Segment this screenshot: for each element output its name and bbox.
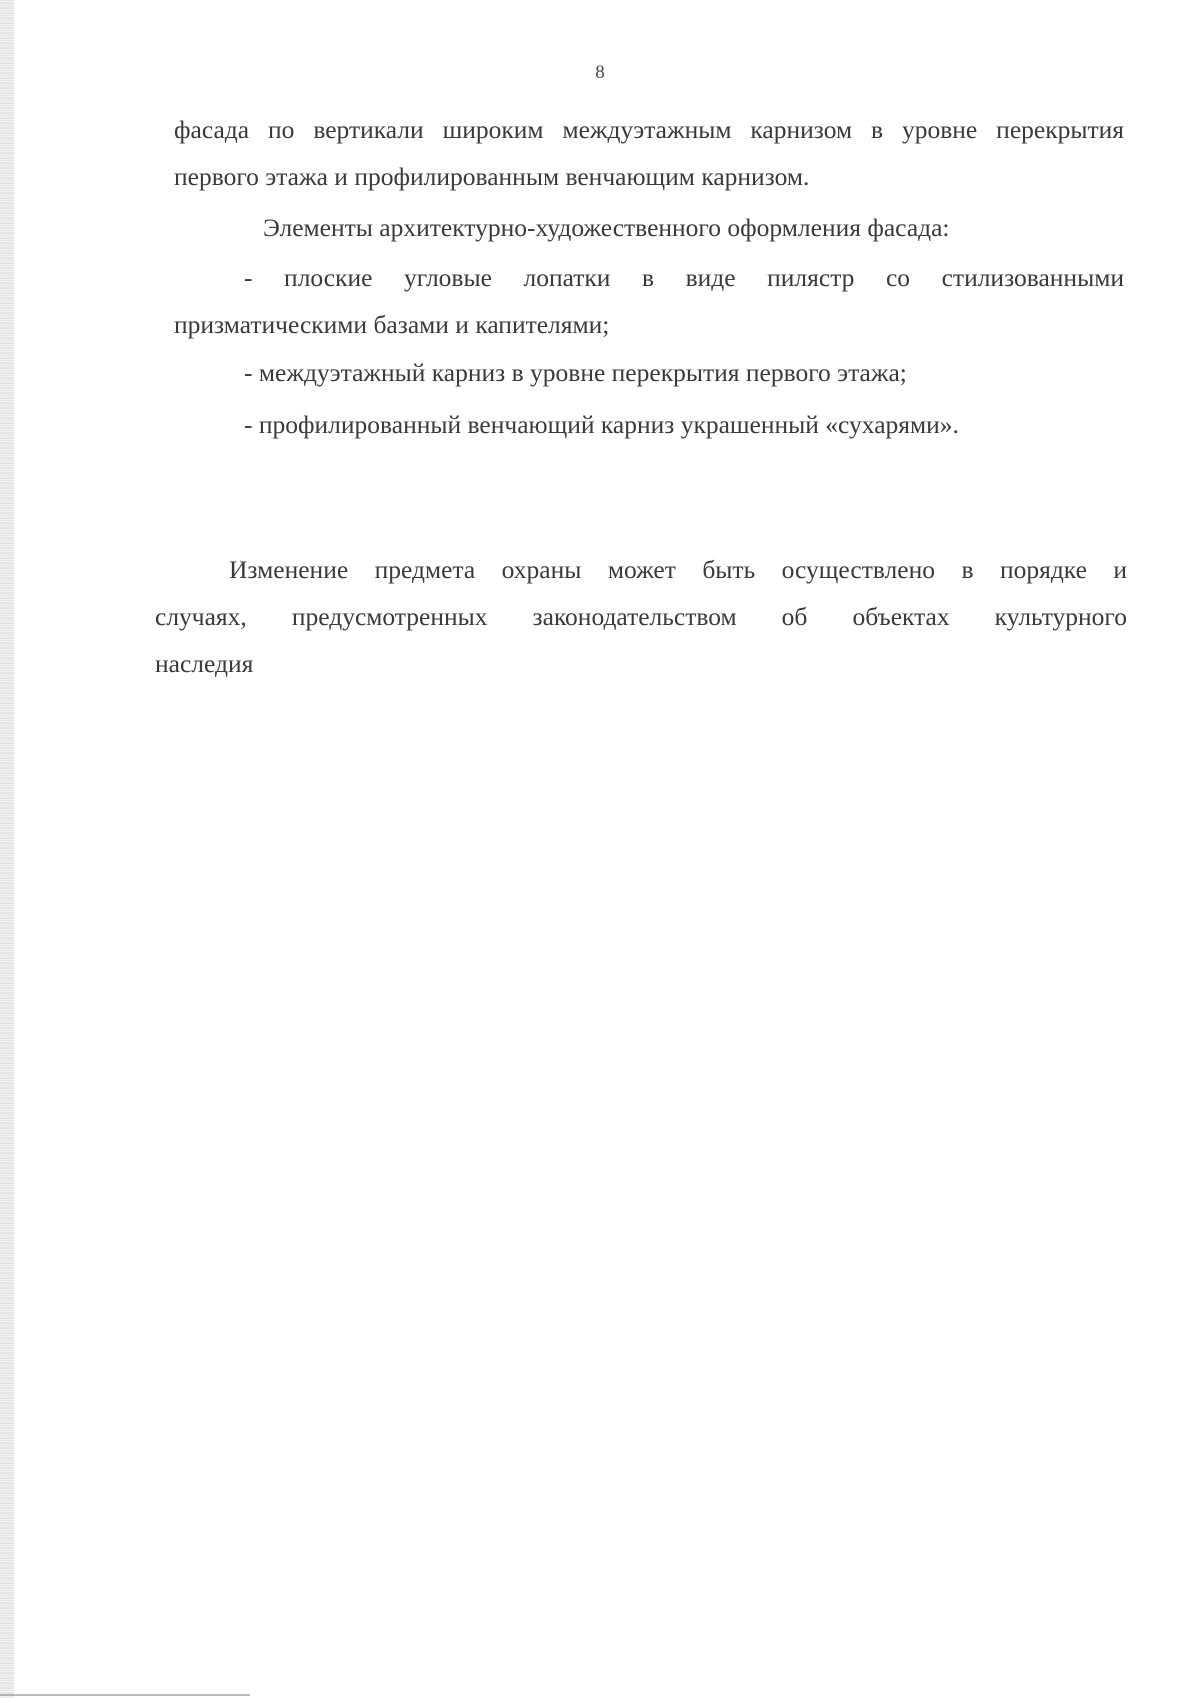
text-line: случаях, предусмотренных законодательством об объектах культурного	[155, 602, 1127, 631]
list-item-crowning-cornice	[244, 401, 959, 448]
paragraph-protection-change	[155, 546, 1127, 687]
text-line: - междуэтажный карниз в уровне перекрытия первого этажа;	[244, 358, 907, 387]
text-line: - плоские угловые лопатки в виде пилястр со стилизованными	[244, 263, 1124, 292]
scan-edge-artifact	[0, 0, 14, 1698]
text-line: первого этажа и профилированным венчающим карнизом.	[174, 162, 810, 191]
page-number: 8	[595, 62, 605, 83]
paragraph-elements-heading	[263, 204, 950, 251]
text-line: Элементы архитектурно-художественного оформления фасада:	[263, 213, 950, 242]
paragraph-facade-description	[174, 106, 1124, 200]
text-line: - профилированный венчающий карниз украшенный «сухарями».	[244, 410, 959, 439]
text-line: наследия	[155, 649, 254, 678]
scan-bottom-edge	[0, 1694, 250, 1696]
text-line: призматическими базами и капителями;	[174, 310, 610, 339]
text-line: фасада по вертикали широким междуэтажным карнизом в уровне перекрытия	[174, 115, 1124, 144]
list-item-interfloor-cornice	[244, 349, 907, 396]
text-line: Изменение предмета охраны может быть осуществлено в порядке и	[229, 555, 1127, 584]
list-item-pilasters	[174, 254, 1124, 348]
